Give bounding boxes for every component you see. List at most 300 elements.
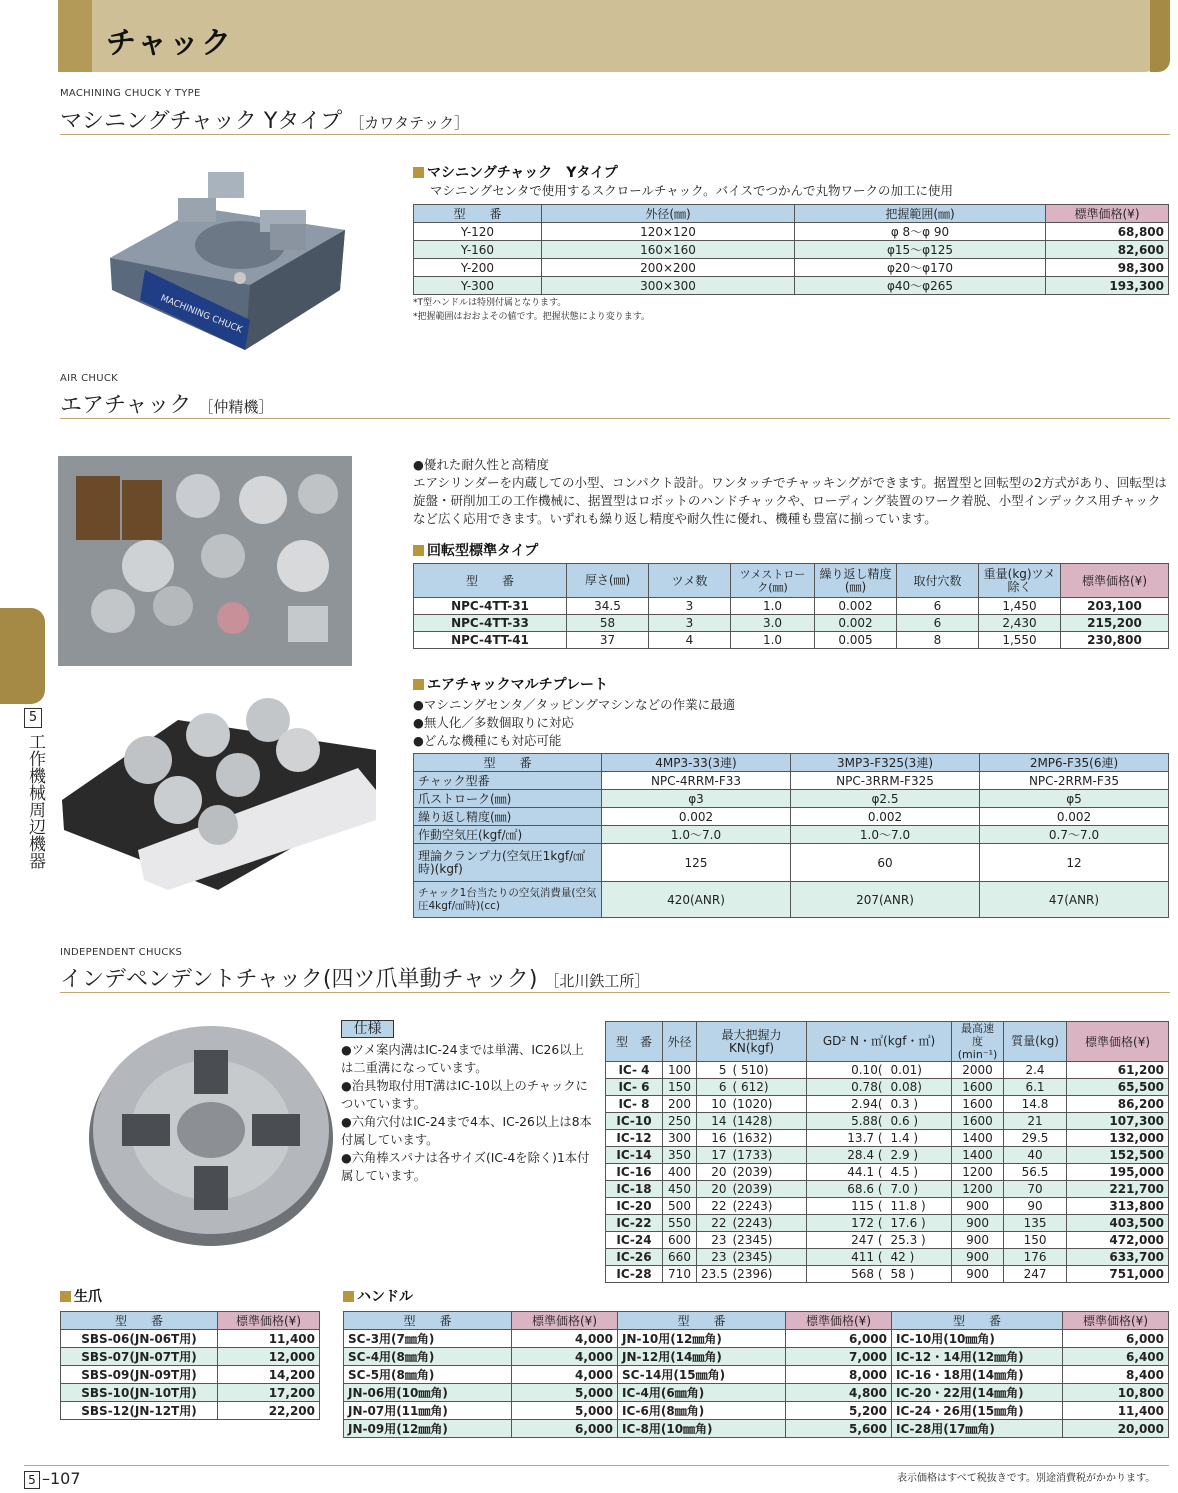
price-cell: 203,100 (1061, 598, 1169, 615)
machining-subhead (413, 162, 618, 182)
jaws-table (60, 1311, 320, 1420)
col-header: 3MP3-F325(3連) (791, 754, 980, 772)
col-header: 2MP6-F35(6連) (980, 754, 1169, 772)
table-cell: IC-16 (606, 1164, 663, 1181)
rotary-subhead-text: 回転型標準タイプ (427, 543, 539, 559)
spec-label: 仕様 (341, 1020, 394, 1038)
model-cell: Y-300 (414, 277, 542, 295)
price-cell: 68,800 (1046, 223, 1169, 241)
table-row (344, 1348, 1169, 1366)
table-row (606, 1164, 1169, 1181)
table-cell: IC-16・18用(14㎜角) (892, 1366, 1063, 1384)
table-cell: 58 ) (887, 1266, 952, 1283)
table-cell: SC-4用(8㎜角) (344, 1348, 512, 1366)
table-cell: 6,000 (512, 1420, 618, 1438)
table-row (606, 1147, 1169, 1164)
machining-maker: ［カワタテック］ (349, 114, 470, 132)
table-cell: 1200 (952, 1164, 1004, 1181)
table-row (61, 1402, 320, 1420)
table-cell: 0.6 ) (887, 1113, 952, 1130)
table-row (344, 1366, 1169, 1384)
table-cell: 6 (697, 1079, 731, 1096)
cell: 0.002 (602, 808, 791, 826)
table-cell: 1400 (952, 1147, 1004, 1164)
table-cell: 8,400 (1063, 1366, 1169, 1384)
col-header: 型 番 (344, 1312, 512, 1330)
table-cell: JN-09用(12㎜角) (344, 1420, 512, 1438)
table-cell: 350 (663, 1147, 697, 1164)
cell: 6 (897, 598, 979, 615)
row-label: 爪ストローク(㎜) (414, 790, 602, 808)
model-cell: NPC-4TT-33 (414, 615, 567, 632)
table-cell: IC-24・26用(15㎜角) (892, 1402, 1063, 1420)
table-row (61, 1348, 320, 1366)
table-row (606, 1215, 1169, 1232)
independent-table-body (606, 1062, 1169, 1283)
col-header: 質量(kg) (1004, 1022, 1067, 1062)
square-bullet-icon (413, 167, 424, 178)
multiplate-subhead (413, 674, 608, 694)
side-tab (0, 608, 45, 704)
table-cell: 172 ( (807, 1215, 887, 1232)
table-cell: 135 (1004, 1215, 1067, 1232)
table-cell: IC-4用(6㎜角) (618, 1384, 786, 1402)
table-cell: 65,500 (1067, 1079, 1169, 1096)
cell: 12 (980, 844, 1169, 882)
table-cell: 40 (1004, 1147, 1067, 1164)
rotary-table (413, 563, 1169, 649)
header-accent-strip (58, 0, 92, 72)
cell: NPC-4RRM-F33 (602, 772, 791, 790)
range-cell: φ15～φ125 (795, 241, 1046, 259)
table-cell: 900 (952, 1198, 1004, 1215)
table-cell: 7,000 (786, 1348, 892, 1366)
table-cell: JN-07用(11㎜角) (344, 1402, 512, 1420)
cell: 47(ANR) (980, 882, 1169, 918)
table-cell: SBS-06(JN-06T用) (61, 1330, 218, 1348)
table-cell: 600 (663, 1232, 697, 1249)
row-label: 作動空気圧(kgf/㎠) (414, 826, 602, 844)
col-header: 型 番 (414, 205, 542, 223)
range-cell: φ20～φ170 (795, 259, 1046, 277)
table-cell: 4,000 (512, 1366, 618, 1384)
table-cell: 247 (1004, 1266, 1067, 1283)
col-header: 重量(kg)ツメ除く (979, 564, 1061, 598)
tax-note: 表示価格はすべて税抜きです。別途消費税がかかります。 (897, 1473, 1156, 1484)
machining-en-title: MACHINING CHUCK Y TYPE (60, 88, 201, 99)
col-header: 外径 (663, 1022, 697, 1062)
spec-item: ●六角棒スパナは各サイズ(IC-4を除く)1本付属しています。 (341, 1151, 590, 1183)
model-cell: NPC-4TT-31 (414, 598, 567, 615)
table-cell: 400 (663, 1164, 697, 1181)
cell: 0.002 (815, 598, 897, 615)
table-cell: SBS-10(JN-10T用) (61, 1384, 218, 1402)
chuck-label-text: MACHINING CHUCK (158, 293, 244, 336)
machining-note-1: *T型ハンドルは特別付属となります。 (413, 298, 567, 308)
table-cell: 550 (663, 1215, 697, 1232)
cell: 4 (649, 632, 731, 649)
jaws-table-body (61, 1330, 320, 1420)
independent-table (605, 1021, 1169, 1283)
air-title-text: エアチャック (60, 393, 192, 418)
table-cell: 313,800 (1067, 1198, 1169, 1215)
table-row (414, 844, 1169, 882)
footer-divider (24, 1465, 1169, 1466)
table-cell: ( 510) (731, 1062, 807, 1079)
cell: 3 (649, 598, 731, 615)
table-cell: IC-10用(10㎜角) (892, 1330, 1063, 1348)
table-cell: 20 (697, 1181, 731, 1198)
size-cell: 120×120 (542, 223, 795, 241)
table-cell: SC-14用(15㎜角) (618, 1366, 786, 1384)
handle-subhead-text: ハンドル (357, 1289, 413, 1305)
table-row (414, 790, 1169, 808)
table-row (414, 259, 1169, 277)
table-cell: 16 (697, 1130, 731, 1147)
table-cell: 1.4 ) (887, 1130, 952, 1147)
table-cell: 6,000 (1063, 1330, 1169, 1348)
price-cell: 215,200 (1061, 615, 1169, 632)
table-cell: 250 (663, 1113, 697, 1130)
cell: 1.0～7.0 (602, 826, 791, 844)
cell: 1,450 (979, 598, 1061, 615)
cell: 60 (791, 844, 980, 882)
table-cell: IC-6用(8㎜角) (618, 1402, 786, 1420)
table-cell: 20 (697, 1164, 731, 1181)
table-cell: 21 (1004, 1113, 1067, 1130)
table-row (414, 615, 1169, 632)
table-cell: (2039) (731, 1181, 807, 1198)
table-cell: 2.94( (807, 1096, 887, 1113)
table-cell: IC-12・14用(12㎜角) (892, 1348, 1063, 1366)
table-row (61, 1384, 320, 1402)
cell: 125 (602, 844, 791, 882)
table-cell: (2345) (731, 1232, 807, 1249)
table-cell: 61,200 (1067, 1062, 1169, 1079)
table-row (606, 1181, 1169, 1198)
section-divider (60, 992, 1170, 993)
table-cell: 633,700 (1067, 1249, 1169, 1266)
cell: 3 (649, 615, 731, 632)
price-cell: 98,300 (1046, 259, 1169, 277)
cell: 420(ANR) (602, 882, 791, 918)
indep-en-title: INDEPENDENT CHUCKS (60, 947, 183, 958)
multiplate-bullet-1: ●マシニングセンタ／タッピングマシンなどの作業に最適 (413, 697, 736, 712)
cell: 1.0 (731, 598, 815, 615)
table-row (414, 598, 1169, 615)
table-cell: 152,500 (1067, 1147, 1169, 1164)
col-header: 繰り返し精度(㎜) (815, 564, 897, 598)
machining-subhead-text: マシニングチャック Yタイプ (427, 165, 618, 181)
table-cell: 0.10( (807, 1062, 887, 1079)
table-cell: SC-3用(7㎜角) (344, 1330, 512, 1348)
table-cell: (1020) (731, 1096, 807, 1113)
col-header: 型 番 (414, 564, 567, 598)
table-cell: 4,800 (786, 1384, 892, 1402)
table-cell: 25.3 ) (887, 1232, 952, 1249)
cell: φ5 (980, 790, 1169, 808)
price-cell: 193,300 (1046, 277, 1169, 295)
col-header: 標準価格(¥) (786, 1312, 892, 1330)
table-cell: 17,200 (218, 1384, 320, 1402)
table-cell: (1428) (731, 1113, 807, 1130)
table-cell: IC-26 (606, 1249, 663, 1266)
table-cell: 22,200 (218, 1402, 320, 1420)
table-cell: 86,200 (1067, 1096, 1169, 1113)
table-cell: 900 (952, 1215, 1004, 1232)
cell: NPC-2RRM-F35 (980, 772, 1169, 790)
table-row (344, 1330, 1169, 1348)
cell: 58 (567, 615, 649, 632)
table-cell: 23.5 (697, 1266, 731, 1283)
table-row (414, 223, 1169, 241)
table-cell: 14,200 (218, 1366, 320, 1384)
table-cell: 7.0 ) (887, 1181, 952, 1198)
col-header: 型 番 (414, 754, 602, 772)
table-cell: IC- 8 (606, 1096, 663, 1113)
air-bullet: ●優れた耐久性と高精度 (413, 457, 549, 472)
col-header: 最高速度(min⁻¹) (952, 1022, 1004, 1062)
table-cell: 900 (952, 1266, 1004, 1283)
table-cell: 132,000 (1067, 1130, 1169, 1147)
page-title: チャック (106, 26, 234, 61)
row-label: 繰り返し精度(㎜) (414, 808, 602, 826)
table-cell: 17 (697, 1147, 731, 1164)
range-cell: φ 8～φ 90 (795, 223, 1046, 241)
table-row (414, 632, 1169, 649)
model-cell: Y-120 (414, 223, 542, 241)
table-cell: 4,000 (512, 1348, 618, 1366)
table-cell: 10 (697, 1096, 731, 1113)
table-row (414, 808, 1169, 826)
price-cell: 82,600 (1046, 241, 1169, 259)
table-cell: 14.8 (1004, 1096, 1067, 1113)
table-cell: 23 (697, 1232, 731, 1249)
table-cell: 17.6 ) (887, 1215, 952, 1232)
table-row (414, 772, 1169, 790)
table-cell: 20,000 (1063, 1420, 1169, 1438)
table-cell: 1600 (952, 1079, 1004, 1096)
table-cell: 660 (663, 1249, 697, 1266)
table-row (606, 1079, 1169, 1096)
cell: 37 (567, 632, 649, 649)
square-bullet-icon (343, 1291, 354, 1302)
table-cell: IC-20・22用(14㎜角) (892, 1384, 1063, 1402)
machining-chuck-photo (100, 150, 370, 360)
row-label: 理論クランプ力(空気圧1kgf/㎠時)(kgf) (414, 844, 602, 882)
cell: NPC-3RRM-F325 (791, 772, 980, 790)
table-cell: 5,600 (786, 1420, 892, 1438)
table-row (344, 1402, 1169, 1420)
cell: 0.005 (815, 632, 897, 649)
cell: φ3 (602, 790, 791, 808)
handle-table (343, 1311, 1169, 1438)
table-cell: 1400 (952, 1130, 1004, 1147)
col-header: 標準価格(¥) (512, 1312, 618, 1330)
table-row (344, 1384, 1169, 1402)
col-header: 標準価格(¥) (1061, 564, 1169, 598)
table-cell: SBS-12(JN-12T用) (61, 1402, 218, 1420)
table-cell: 29.5 (1004, 1130, 1067, 1147)
cell: 34.5 (567, 598, 649, 615)
jaws-subhead-text: 生爪 (74, 1289, 102, 1305)
cell: 3.0 (731, 615, 815, 632)
table-cell: 411 ( (807, 1249, 887, 1266)
table-cell: 1600 (952, 1113, 1004, 1130)
spec-list (341, 1041, 594, 1185)
table-cell: 4.5 ) (887, 1164, 952, 1181)
table-cell: 568 ( (807, 1266, 887, 1283)
table-cell: 1600 (952, 1096, 1004, 1113)
machining-note-2: *把握範囲はおおよその値です。把握状態により変ります。 (413, 312, 651, 322)
spec-item: ●治具物取付用T溝はIC-10以上のチャックについています。 (341, 1079, 588, 1111)
col-header: 最大把握力 KN(kgf) (697, 1022, 807, 1062)
table-cell: IC-28用(17㎜角) (892, 1420, 1063, 1438)
table-cell: 2.4 (1004, 1062, 1067, 1079)
cell: 207(ANR) (791, 882, 980, 918)
square-bullet-icon (413, 545, 424, 556)
table-cell: (2039) (731, 1164, 807, 1181)
multiplate-bullet-3: ●どんな機種にも対応可能 (413, 733, 562, 748)
table-cell: JN-12用(14㎜角) (618, 1348, 786, 1366)
col-header: 厚さ(㎜) (567, 564, 649, 598)
col-header: GD² N・㎡(kgf・㎡) (807, 1022, 952, 1062)
table-cell: IC-12 (606, 1130, 663, 1147)
table-cell: (2396) (731, 1266, 807, 1283)
table-cell: 472,000 (1067, 1232, 1169, 1249)
col-header: 型 番 (892, 1312, 1063, 1330)
table-cell: 56.5 (1004, 1164, 1067, 1181)
table-cell: 5 (697, 1062, 731, 1079)
table-row (606, 1130, 1169, 1147)
col-header: 標準価格(¥) (1063, 1312, 1169, 1330)
col-header: 標準価格(¥) (1046, 205, 1169, 223)
table-cell: 44.1 ( (807, 1164, 887, 1181)
side-chapter-number: 5 (24, 708, 42, 728)
table-cell: 11,400 (218, 1330, 320, 1348)
table-cell: 12,000 (218, 1348, 320, 1366)
cell: 0.002 (791, 808, 980, 826)
table-row (606, 1198, 1169, 1215)
table-cell: 221,700 (1067, 1181, 1169, 1198)
model-cell: NPC-4TT-41 (414, 632, 567, 649)
size-cell: 300×300 (542, 277, 795, 295)
indep-title (60, 962, 649, 993)
cell: 1.0～7.0 (791, 826, 980, 844)
size-cell: 160×160 (542, 241, 795, 259)
machining-title-text: マシニングチャック Yタイプ (60, 109, 343, 134)
cell: 0.002 (980, 808, 1169, 826)
table-cell: (2243) (731, 1198, 807, 1215)
table-cell: (2345) (731, 1249, 807, 1266)
col-header: 標準価格(¥) (1067, 1022, 1169, 1062)
multiplate-photo (58, 690, 376, 900)
table-cell: 68.6 ( (807, 1181, 887, 1198)
side-chapter-label: 工作機械周辺機器 (25, 733, 45, 869)
machining-description: マシニングセンタで使用するスクロールチャック。バイスでつかんで丸物ワークの加工に使用 (430, 183, 954, 198)
footer-chapter-number: 5 (24, 1471, 40, 1489)
table-cell: 107,300 (1067, 1113, 1169, 1130)
table-cell: 115 ( (807, 1198, 887, 1215)
table-cell: IC-28 (606, 1266, 663, 1283)
table-row (606, 1096, 1169, 1113)
cell: 1.0 (731, 632, 815, 649)
table-cell: ( 612) (731, 1079, 807, 1096)
cell: 1,550 (979, 632, 1061, 649)
col-header: 型 番 (61, 1312, 218, 1330)
col-header: 外径(㎜) (542, 205, 795, 223)
multiplate-subhead-text: エアチャックマルチプレート (427, 677, 609, 693)
table-cell: IC-18 (606, 1181, 663, 1198)
table-row (606, 1232, 1169, 1249)
table-cell: 22 (697, 1215, 731, 1232)
handle-subhead (343, 1286, 413, 1306)
table-cell: 70 (1004, 1181, 1067, 1198)
price-cell: 230,800 (1061, 632, 1169, 649)
table-cell: SBS-07(JN-07T用) (61, 1348, 218, 1366)
table-cell: 14 (697, 1113, 731, 1130)
table-cell: 150 (663, 1079, 697, 1096)
square-bullet-icon (413, 679, 424, 690)
model-cell: Y-200 (414, 259, 542, 277)
air-chuck-photo (58, 456, 352, 666)
table-cell: 2000 (952, 1062, 1004, 1079)
table-cell: 900 (952, 1232, 1004, 1249)
cell: 0.002 (815, 615, 897, 632)
table-cell: 5,000 (512, 1384, 618, 1402)
table-cell: 5,200 (786, 1402, 892, 1420)
table-cell: IC-8用(10㎜角) (618, 1420, 786, 1438)
table-row (606, 1113, 1169, 1130)
table-row (61, 1366, 320, 1384)
row-label: チャック型番 (414, 772, 602, 790)
table-cell: 403,500 (1067, 1215, 1169, 1232)
table-row (61, 1330, 320, 1348)
table-cell: IC-10 (606, 1113, 663, 1130)
air-title (60, 388, 273, 419)
row-label: チャック1台当たりの空気消費量(空気圧4kgf/㎠時)(cc) (414, 882, 602, 918)
table-cell: (1733) (731, 1147, 807, 1164)
table-cell: IC-14 (606, 1147, 663, 1164)
table-cell: 5,000 (512, 1402, 618, 1420)
table-cell: 100 (663, 1062, 697, 1079)
table-cell: 13.7 ( (807, 1130, 887, 1147)
square-bullet-icon (60, 1291, 71, 1302)
table-cell: 10,800 (1063, 1384, 1169, 1402)
cell: 8 (897, 632, 979, 649)
table-cell: IC- 4 (606, 1062, 663, 1079)
table-cell: 450 (663, 1181, 697, 1198)
air-description: エアシリンダーを内蔵しての小型、コンパクト設計。ワンタッチでチャッキングができます。据置型と回転型の2方式があり、回転型は旋盤・研削加工の工作機械に、据置型はロボットのハンドチャックや、ローディング装置のワーク着脱、小型インデックス用チャックなど広く応用できます。いずれも繰り返し精度や耐久性に優れ、機種も豊富に揃っています。 (413, 475, 1167, 526)
table-cell: 710 (663, 1266, 697, 1283)
table-cell: 28.4 ( (807, 1147, 887, 1164)
table-cell: 1200 (952, 1181, 1004, 1198)
table-cell: (1632) (731, 1130, 807, 1147)
col-header: 取付穴数 (897, 564, 979, 598)
jaws-subhead (60, 1286, 102, 1306)
table-row (606, 1062, 1169, 1079)
col-header: 型 番 (606, 1022, 663, 1062)
table-cell: 8,000 (786, 1366, 892, 1384)
table-cell: 2.9 ) (887, 1147, 952, 1164)
table-row (414, 882, 1169, 918)
machining-table (413, 204, 1169, 295)
air-en-title: AIR CHUCK (60, 373, 118, 384)
cell: 0.7～7.0 (980, 826, 1169, 844)
table-cell: 900 (952, 1249, 1004, 1266)
section-divider (60, 134, 1170, 135)
spec-item: ●六角穴付はIC-24まで4本、IC-26以上は8本付属しています。 (341, 1115, 592, 1147)
